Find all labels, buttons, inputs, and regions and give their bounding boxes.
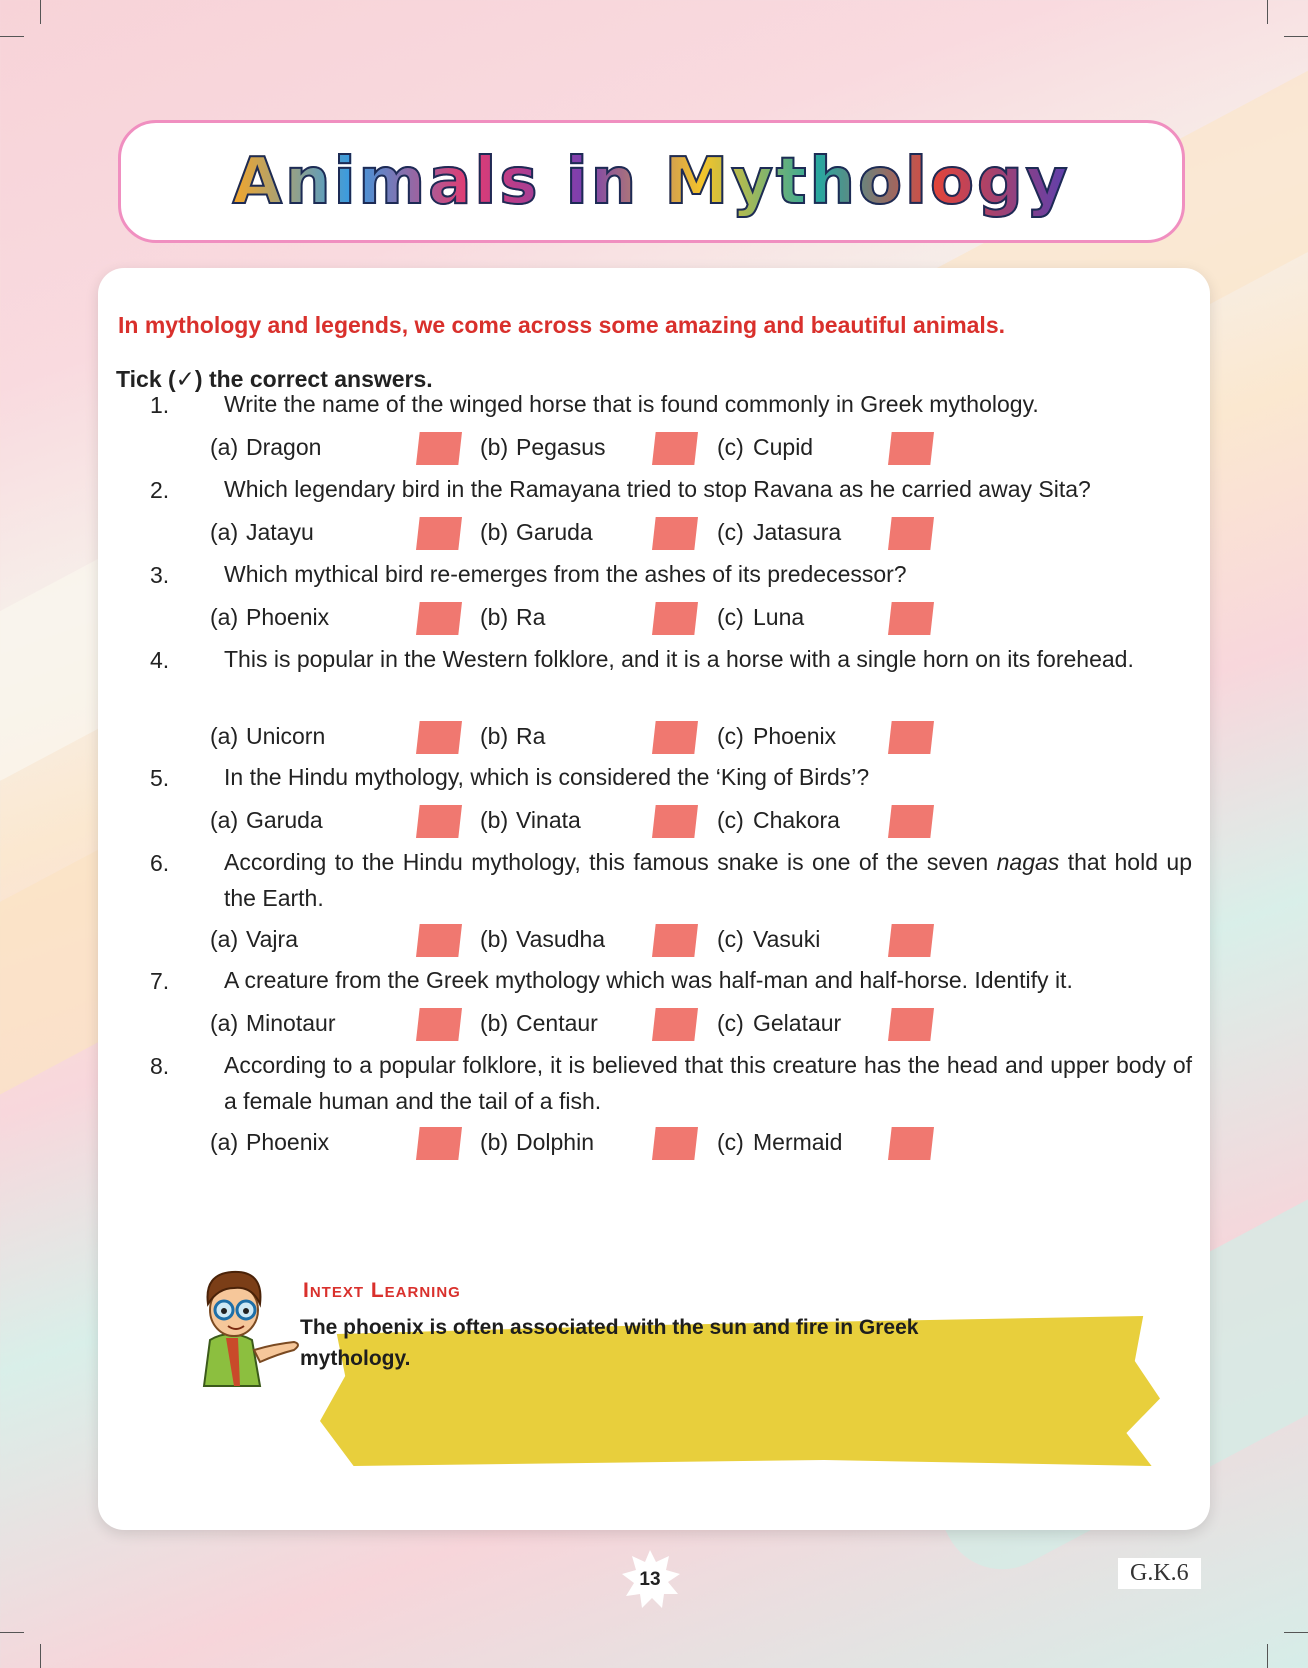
option-value: Luna xyxy=(753,604,805,630)
tick-box[interactable] xyxy=(888,924,934,957)
tick-box[interactable] xyxy=(416,1127,462,1160)
intext-body: The phoenix is often associated with the sun and fire in Greek mythology. xyxy=(300,1316,919,1370)
option-label: (b) xyxy=(480,1010,509,1036)
option-value: Vinata xyxy=(516,807,581,833)
option-value: Phoenix xyxy=(246,604,330,630)
book-code: G.K.6 xyxy=(1118,1558,1201,1589)
option-value: Vasuki xyxy=(753,926,821,952)
answer-option xyxy=(480,604,545,631)
answer-option xyxy=(480,807,581,834)
answer-option xyxy=(717,604,804,631)
page-title: Animals in Mythology xyxy=(232,144,1071,219)
intext-title: Intext Learning xyxy=(303,1279,461,1302)
tick-box[interactable] xyxy=(416,1008,462,1041)
answer-option xyxy=(210,519,314,546)
tick-box[interactable] xyxy=(888,721,934,754)
instruction: Tick (✓) the correct answers. xyxy=(116,366,433,392)
option-value: Cupid xyxy=(753,434,814,460)
question-number: 1. xyxy=(150,392,170,418)
option-value: Vasudha xyxy=(516,926,606,952)
option-label: (c) xyxy=(717,1010,744,1036)
question-text: In the Hindu mythology, which is considered the ‘King of Birds’? xyxy=(224,764,870,790)
option-value: Ra xyxy=(516,723,546,749)
question-text: According to a popular folklore, it is believed that this creature has the head and upper body of a female human and the tail of a fish. xyxy=(224,1052,1192,1114)
answer-option xyxy=(480,434,606,461)
answer-option xyxy=(717,807,840,834)
option-value: Minotaur xyxy=(246,1010,336,1036)
answer-option xyxy=(210,807,323,834)
tick-box[interactable] xyxy=(652,602,698,635)
question-text xyxy=(224,844,1192,916)
option-value: Phoenix xyxy=(753,723,837,749)
option-label: (b) xyxy=(480,519,509,545)
answer-option xyxy=(480,926,605,953)
tick-box[interactable] xyxy=(416,805,462,838)
question-text: A creature from the Greek mythology which was half-man and half-horse. Identify it. xyxy=(224,967,1073,993)
tick-box[interactable] xyxy=(888,602,934,635)
tick-box[interactable] xyxy=(416,924,462,957)
answer-option xyxy=(717,1010,841,1037)
tick-box[interactable] xyxy=(888,517,934,550)
question-text-part: According to the Hindu mythology, this famous snake is one of the seven xyxy=(224,849,997,875)
tick-box[interactable] xyxy=(888,805,934,838)
answer-option xyxy=(210,926,298,953)
option-label: (b) xyxy=(480,807,509,833)
page-number xyxy=(620,1550,680,1610)
tick-box[interactable] xyxy=(888,432,934,465)
option-value: Dolphin xyxy=(516,1129,594,1155)
tick-box[interactable] xyxy=(652,924,698,957)
tick-box[interactable] xyxy=(416,721,462,754)
tick-box[interactable] xyxy=(652,432,698,465)
answer-option xyxy=(480,1010,598,1037)
option-label: (c) xyxy=(717,434,744,460)
option-value: Phoenix xyxy=(246,1129,330,1155)
question-text: Which legendary bird in the Ramayana tried to stop Ravana as he carried away Sita? xyxy=(224,476,1091,502)
page-number-text: 13 xyxy=(639,1569,661,1590)
option-value: Centaur xyxy=(516,1010,598,1036)
option-value: Mermaid xyxy=(753,1129,843,1155)
answer-option xyxy=(210,723,325,750)
option-label: (c) xyxy=(717,723,744,749)
option-value: Jatasura xyxy=(753,519,842,545)
option-label: (a) xyxy=(210,807,239,833)
option-label: (b) xyxy=(480,434,509,460)
answer-option xyxy=(717,723,836,750)
option-value: Chakora xyxy=(753,807,840,833)
answer-option xyxy=(480,519,593,546)
question-text: This is popular in the Western folklore, and it is a horse with a single horn on its forehead. xyxy=(224,646,1134,672)
title-banner xyxy=(118,120,1185,243)
answer-option xyxy=(717,519,841,546)
worksheet-card xyxy=(98,268,1210,1530)
question-number: 3. xyxy=(150,562,170,588)
question-text-italic: nagas xyxy=(996,849,1060,875)
question-number: 5. xyxy=(150,765,170,791)
option-value: Garuda xyxy=(246,807,323,833)
option-value: Garuda xyxy=(516,519,593,545)
tick-box[interactable] xyxy=(652,721,698,754)
option-label: (c) xyxy=(717,926,744,952)
question-number: 2. xyxy=(150,477,170,503)
option-value: Ra xyxy=(516,604,546,630)
answer-option xyxy=(480,1129,594,1156)
question-text-part: that hold up the Earth. xyxy=(224,849,1192,911)
option-label: (b) xyxy=(480,723,509,749)
option-value: Jatayu xyxy=(246,519,314,545)
option-value: Dragon xyxy=(246,434,322,460)
tick-box[interactable] xyxy=(416,602,462,635)
option-value: Vajra xyxy=(246,926,298,952)
option-label: (c) xyxy=(717,519,744,545)
option-label: (a) xyxy=(210,926,239,952)
option-label: (a) xyxy=(210,604,239,630)
tick-box[interactable] xyxy=(652,805,698,838)
question-number: 6. xyxy=(150,850,170,876)
answer-option xyxy=(717,434,813,461)
tick-box[interactable] xyxy=(888,1127,934,1160)
option-label: (c) xyxy=(717,604,744,630)
answer-option xyxy=(210,604,329,631)
boy-mascot-icon xyxy=(190,1258,308,1388)
answer-option xyxy=(210,434,321,461)
tick-box[interactable] xyxy=(416,432,462,465)
answer-option xyxy=(717,1129,842,1156)
tick-box[interactable] xyxy=(888,1008,934,1041)
tick-box[interactable] xyxy=(652,1127,698,1160)
option-label: (b) xyxy=(480,1129,509,1155)
answer-option xyxy=(210,1129,329,1156)
option-label: (a) xyxy=(210,1010,239,1036)
question-text: Write the name of the winged horse that is found commonly in Greek mythology. xyxy=(224,391,1039,417)
option-label: (b) xyxy=(480,604,509,630)
tick-box[interactable] xyxy=(652,1008,698,1041)
answer-option xyxy=(210,1010,335,1037)
intro-text: In mythology and legends, we come across some amazing and beautiful animals. xyxy=(118,312,1006,338)
option-label: (b) xyxy=(480,926,509,952)
question-number: 7. xyxy=(150,968,170,994)
option-value: Pegasus xyxy=(516,434,606,460)
option-label: (a) xyxy=(210,1129,239,1155)
tick-box[interactable] xyxy=(652,517,698,550)
question-number: 4. xyxy=(150,647,170,673)
option-label: (c) xyxy=(717,1129,744,1155)
option-label: (a) xyxy=(210,434,239,460)
question-number: 8. xyxy=(150,1053,170,1079)
answer-option xyxy=(480,723,545,750)
option-label: (c) xyxy=(717,807,744,833)
option-value: Unicorn xyxy=(246,723,326,749)
option-label: (a) xyxy=(210,519,239,545)
tick-box[interactable] xyxy=(416,517,462,550)
question-text: Which mythical bird re-emerges from the ashes of its predecessor? xyxy=(224,561,907,587)
option-label: (a) xyxy=(210,723,239,749)
option-value: Gelataur xyxy=(753,1010,842,1036)
answer-option xyxy=(717,926,820,953)
